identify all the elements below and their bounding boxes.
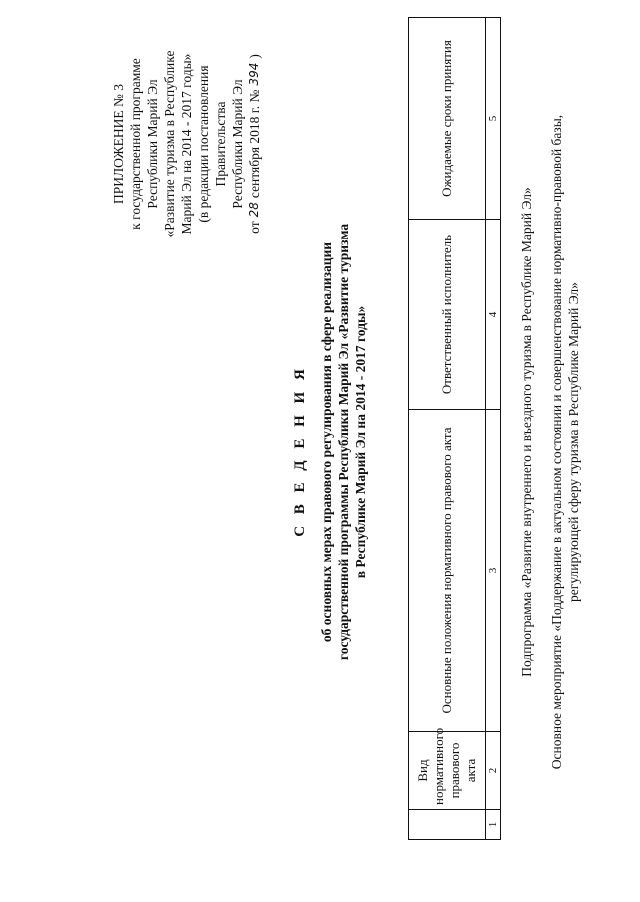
header-cell-executor: Ответственный исполнитель <box>409 220 486 410</box>
date-prefix: от <box>247 221 262 234</box>
appendix-line: «Развитие туризма в Республике <box>162 50 177 238</box>
column-number: 1 <box>486 810 501 840</box>
date-close: ) <box>247 54 262 59</box>
appendix-line: Республики Марий Эл <box>230 79 245 209</box>
measures-table <box>408 17 501 840</box>
date-day: 28 <box>247 202 261 218</box>
subprogram-heading: Подпрограмма «Развитие внутреннего и въездного туризма в Республике Марий Эл» <box>519 187 534 677</box>
appendix-line: к государственной программе <box>128 58 143 230</box>
date-number: 394 <box>247 62 261 86</box>
activity-line: Основное мероприятие «Поддержание в актуальном состоянии и совершенствование нормативно-правовой базы, <box>549 114 564 770</box>
appendix-block <box>110 34 263 254</box>
appendix-date-line <box>246 34 263 254</box>
activity-heading <box>548 62 582 822</box>
document-subtitle <box>318 162 369 722</box>
header-cell-act-type: Вид нормативного правового акта <box>409 732 486 810</box>
column-number: 3 <box>486 410 501 732</box>
appendix-heading: ПРИЛОЖЕНИЕ № 3 <box>111 83 126 205</box>
column-number: 4 <box>486 220 501 410</box>
column-number: 5 <box>486 18 501 220</box>
table-number-row <box>486 18 501 840</box>
header-cell-deadline: Ожидаемые сроки принятия <box>409 18 486 220</box>
appendix-line: Республики Марий Эл <box>145 79 160 209</box>
activity-line: регулирующей сферу туризма в Республике Марий Эл» <box>566 282 581 602</box>
header-cell-index <box>409 810 486 840</box>
appendix-line: Марий Эл на 2014 - 2017 годы» <box>179 53 194 235</box>
header-cell-provisions: Основные положения нормативного правового акта <box>409 410 486 732</box>
date-rest: сентября 2018 г. № <box>247 89 262 199</box>
document-title: С В Е Д Е Н И Я <box>292 365 308 537</box>
column-number: 2 <box>486 732 501 810</box>
appendix-line: (в редакции постановления Правительства <box>196 65 228 223</box>
subtitle-line: об основных мерах правового регулирования в сфере реализации <box>319 241 334 643</box>
subtitle-line: государственной программы Республики Марий Эл «Развитие туризма <box>336 223 351 661</box>
table-header-row <box>409 18 486 840</box>
subtitle-line: в Республике Марий Эл на 2014 - 2017 годы» <box>353 305 368 579</box>
